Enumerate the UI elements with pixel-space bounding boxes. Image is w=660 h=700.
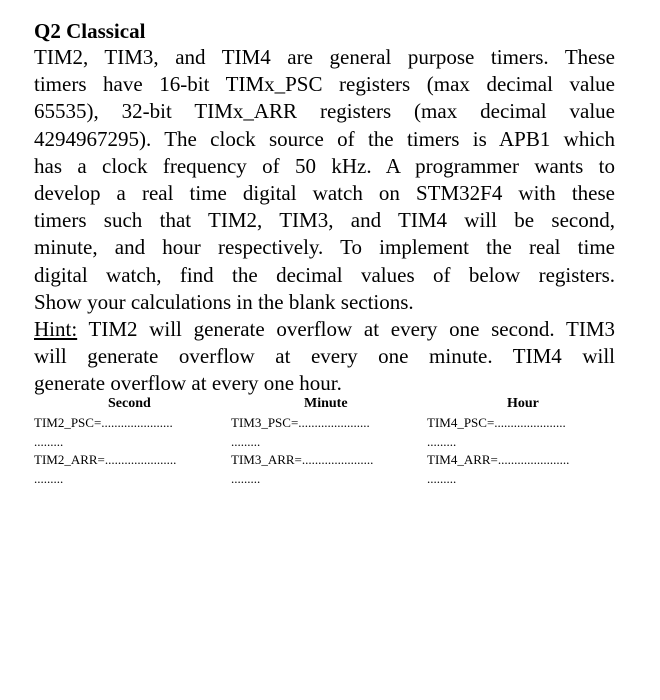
tim3-arr-continuation[interactable]: ......... — [231, 471, 261, 486]
body-line: 4294967295). The clock source of the timers is APB1 which — [34, 126, 615, 151]
body-line: timers have 16-bit TIMx_PSC registers (max decimal value — [34, 72, 615, 97]
tim3-psc-continuation[interactable]: ......... — [231, 434, 261, 449]
tim2-arr-continuation[interactable]: ......... — [34, 471, 64, 486]
body-line: has a clock frequency of 50 kHz. A programmer wants to — [34, 153, 615, 178]
question-title: Q2 Classical — [34, 19, 146, 43]
tim2-psc-continuation[interactable]: ......... — [34, 434, 64, 449]
tim3-arr-field[interactable]: TIM3_ARR=...................... — [231, 452, 374, 467]
hint-line: generate overflow at every one hour. — [34, 371, 342, 396]
body-line: Show your calculations in the blank sections. — [34, 289, 414, 314]
column-heading-second: Second — [108, 396, 151, 411]
hint-line: will generate overflow at every one minute. TIM4 will — [34, 344, 615, 369]
body-line: 65535), 32-bit TIMx_ARR registers (max decimal value — [34, 99, 615, 124]
body-line: TIM2, TIM3, and TIM4 are general purpose timers. These — [34, 45, 615, 69]
tim4-psc-field[interactable]: TIM4_PSC=...................... — [427, 415, 566, 430]
tim4-arr-continuation[interactable]: ......... — [427, 471, 457, 486]
tim2-psc-field[interactable]: TIM2_PSC=...................... — [34, 415, 173, 430]
column-heading-minute: Minute — [304, 396, 348, 411]
hint-text: TIM2 will generate overflow at every one second. TIM3 — [77, 317, 615, 342]
hint-line — [34, 316, 615, 343]
tim2-arr-field[interactable]: TIM2_ARR=...................... — [34, 452, 177, 467]
body-line: timers such that TIM2, TIM3, and TIM4 will be second, — [34, 208, 615, 233]
body-line: minute, and hour respectively. To implement the real time — [34, 235, 615, 260]
column-heading-hour: Hour — [507, 396, 539, 411]
tim3-psc-field[interactable]: TIM3_PSC=...................... — [231, 415, 370, 430]
tim4-arr-field[interactable]: TIM4_ARR=...................... — [427, 452, 570, 467]
tim4-psc-continuation[interactable]: ......... — [427, 434, 457, 449]
body-line: develop a real time digital watch on STM32F4 with these — [34, 181, 615, 206]
question-body — [34, 44, 615, 398]
hint-label: Hint: — [34, 317, 78, 342]
body-line: digital watch, find the decimal values of below registers. — [34, 262, 615, 287]
